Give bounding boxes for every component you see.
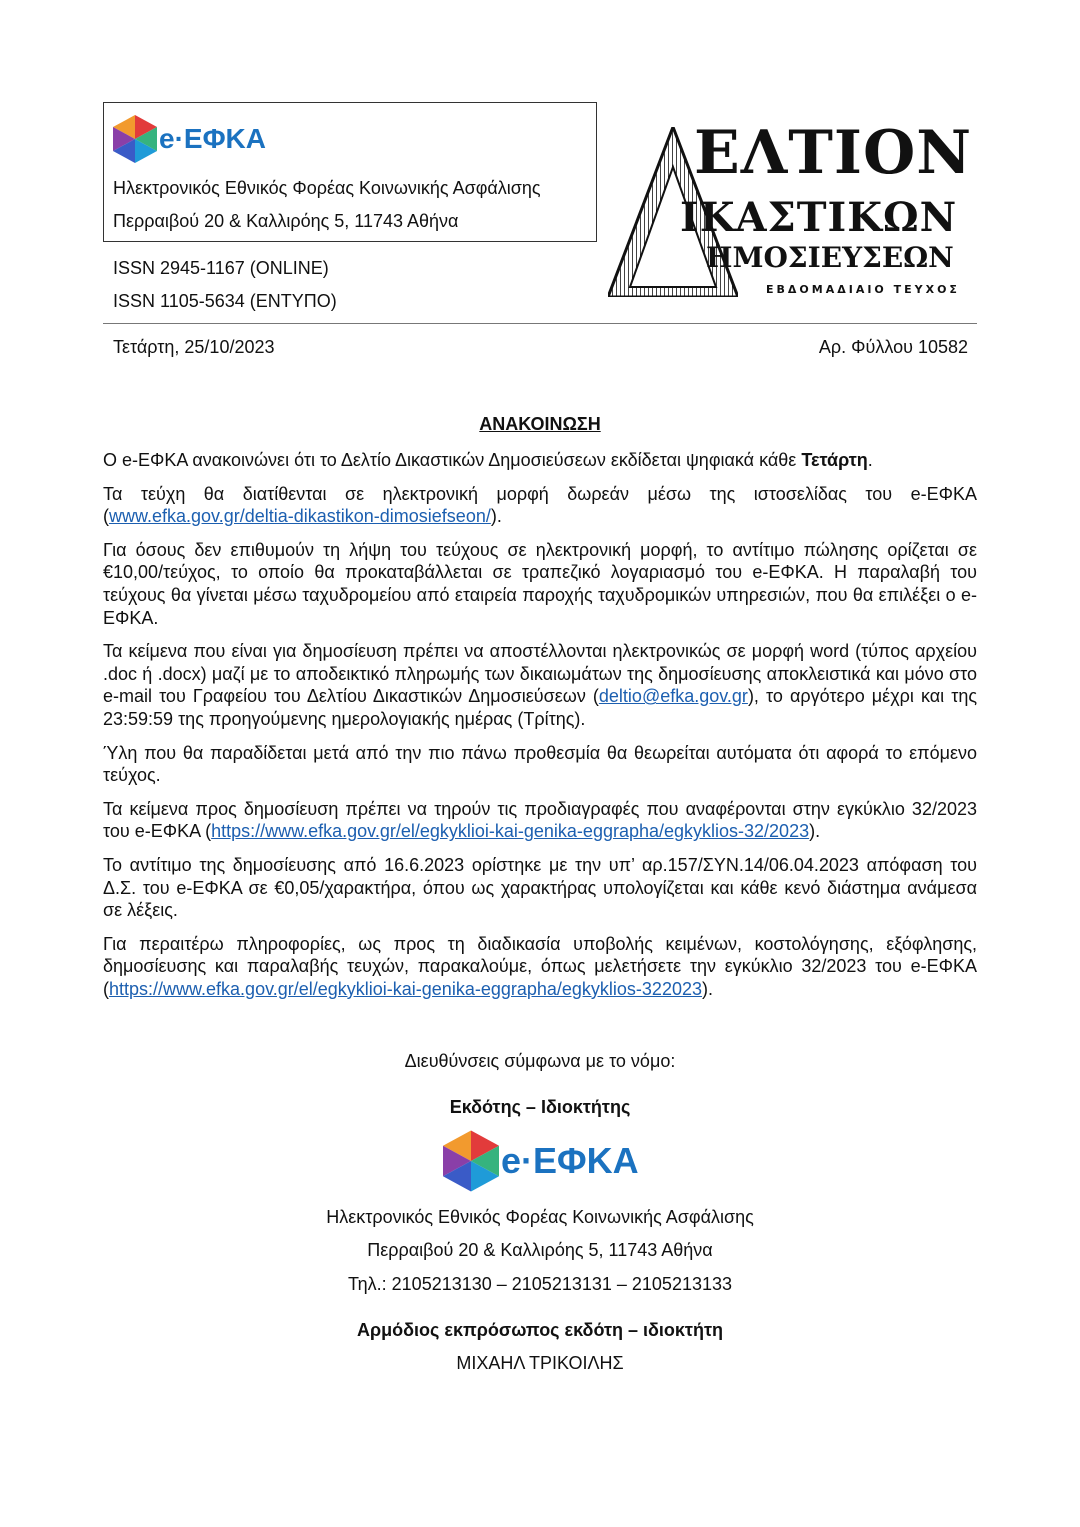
announcement-title: ΑΝΑΚΟΙΝΩΣΗ [479, 414, 601, 434]
paragraph-4 [103, 640, 977, 730]
paragraph-8 [103, 933, 977, 1001]
representative-name: ΜΙΧΑΗΛ ΤΡΙΚΟΙΛΗΣ [456, 1353, 624, 1373]
paragraph-3 [103, 539, 977, 629]
announcement-body [103, 449, 977, 1000]
footer-phones: Τηλ.: 2105213130 – 2105213131 – 2105213133 [347, 1274, 733, 1294]
footer-org-name: Ηλεκτρονικός Εθνικός Φορέας Κοινωνικής Ασφάλισης [326, 1207, 754, 1227]
paragraph-4-end: ), το αργότερο μέχρι και της 23:59:59 της προηγούμενης ημερολογιακής ημέρας (Τρίτης). [103, 686, 977, 729]
efka-logo-text: e·ΕΦΚΑ [159, 123, 266, 154]
org-address: Περραιβού 20 & Καλλιρόης 5, 11743 Αθήνα [113, 211, 459, 231]
paragraph-1-text: Ο e-ΕΦΚΑ ανακοινώνει ότι το Δελτίο Δικαστικών Δημοσιεύσεων εκδίδεται ψηφιακά κάθε [103, 450, 802, 470]
paragraph-5 [103, 742, 977, 787]
paragraph-1-end: . [867, 450, 873, 470]
paragraph-2 [103, 483, 977, 528]
paragraph-7-text: Το αντίτιμο της δημοσίευσης από 16.6.2023 ορίστηκε με την υπ’ αρ.157/ΣΥΝ.14/06.04.2023 απόφαση του Δ.Σ. του e-ΕΦΚΑ σε €0,05/χαρακτήρα, όπου ως χαρακτήρας υπολογίζεται και κάθε κενό διάστημα ανάμεσα σε λέξεις. [103, 854, 977, 921]
bulletin-page-link[interactable]: www.efka.gov.gr/deltia-dikastikon-dimosiefseon/ [109, 506, 491, 527]
masthead [608, 118, 973, 302]
paragraph-6 [103, 798, 977, 843]
circular-link-2[interactable]: https://www.efka.gov.gr/el/egkyklioi-kai-genika-eggrapha/egkyklios-322023 [109, 978, 702, 999]
paragraph-8-text: Για περαιτέρω πληροφορίες, ως προς τη διαδικασία υποβολής κειμένων, κοστολόγησης, εξόφλησης, δημοσίευσης και παραλαβής τευχών, παρακαλούμε, όπως μελετήσετε την εγκύκλιο 32/2023 του e-ΕΦΚΑ ( [103, 933, 977, 999]
representative-label: Αρμόδιος εκπρόσωπος εκδότη – ιδιοκτήτη [356, 1320, 723, 1340]
efka-hexagon-icon [113, 115, 157, 163]
footer-efka-logo-text: e·ΕΦΚΑ [501, 1140, 639, 1181]
paragraph-3-text: Για όσους δεν επιθυμούν τη λήψη του τεύχους σε ηλεκτρονική μορφή, το αντίτιμο πώλησης ορίζεται σε €10,00/τεύχος, το οποίο θα προκαταβάλλεται σε τραπεζικό λογαριασμό του e-ΕΦΚΑ. Η παραλαβή του τεύχους θα γίνεται μέσω ταχυδρομείου από εταιρεία παροχής ταχυδρομικών υπηρεσιών, που θα επιλέξει ο e-ΕΦΚΑ. [103, 539, 977, 628]
masthead-line-2: ΙΚΑΣΤΙΚΩΝ [680, 194, 958, 241]
efka-logo [113, 115, 266, 163]
sheet-number: Αρ. Φύλλου 10582 [818, 337, 968, 357]
paragraph-2-text: Τα τεύχη θα διατίθενται σε ηλεκτρονική μορφή δωρεάν μέσω της ιστοσελίδας του e-ΕΦΚΑ ( [103, 483, 977, 527]
paragraph-8-end: ). [701, 978, 713, 999]
addresses-label: Διευθύνσεις σύμφωνα με το νόμο: [404, 1051, 676, 1071]
issn-online: ISSN 2945-1167 (ONLINE) [113, 258, 329, 278]
email-link[interactable]: deltio@efka.gov.gr [598, 686, 748, 707]
paragraph-7 [103, 854, 977, 922]
paragraph-2-end: ). [490, 506, 502, 527]
paragraph-6-end: ). [809, 821, 821, 842]
weekday-bold: Τετάρτη [801, 450, 868, 470]
masthead-line-3: ΗΜΟΣΙΕΥΣΕΩΝ [706, 241, 954, 274]
paragraph-6-text: Τα κείμενα προς δημοσίευση πρέπει να τηρούν τις προδιαγραφές που αναφέρονται στην εγκύκλιο 32/2023 του e-ΕΦΚΑ ( [103, 798, 977, 842]
org-name: Ηλεκτρονικός Εθνικός Φορέας Κοινωνικής Ασφάλισης [113, 178, 541, 198]
paragraph-4-text: Τα κείμενα που είναι για δημοσίευση πρέπει να αποστέλλονται ηλεκτρονικώς σε μορφή word (τύπος αρχείου .doc ή .docx) μαζί με το αποδεικτικό πληρωμής των δικαιωμάτων της δημοσίευσης αποκλειστικά και μόνο στο e-mail του Γραφείου του Δελτίου Δικαστικών Δημοσιεύσεων ( [103, 641, 977, 707]
circular-link[interactable]: https://www.efka.gov.gr/el/egkyklioi-kai-genika-eggrapha/egkyklios-32/2023 [211, 821, 810, 842]
issue-date: Τετάρτη, 25/10/2023 [113, 337, 275, 357]
footer-org-address: Περραιβού 20 & Καλλιρόης 5, 11743 Αθήνα [367, 1240, 713, 1260]
masthead-subtitle: ΕΒΔΟΜΑΔΙΑΙΟ ΤΕΥΧΟΣ [766, 283, 960, 296]
paragraph-5-text: Ύλη που θα παραδίδεται μετά από την πιο πάνω προθεσμία θα θεωρείται αυτόματα ότι αφορά το επόμενο τεύχος. [103, 742, 977, 786]
footer-efka-hexagon-icon [443, 1130, 499, 1192]
publisher-label: Εκδότης – Ιδιοκτήτης [449, 1097, 631, 1117]
paragraph-1 [103, 449, 977, 472]
issn-print: ISSN 1105-5634 (ΕΝΤΥΠΟ) [113, 291, 337, 311]
header-divider [103, 323, 977, 324]
masthead-line-1: ΕΛΤΙΟΝ [694, 118, 973, 188]
footer-efka-logo [443, 1130, 639, 1192]
